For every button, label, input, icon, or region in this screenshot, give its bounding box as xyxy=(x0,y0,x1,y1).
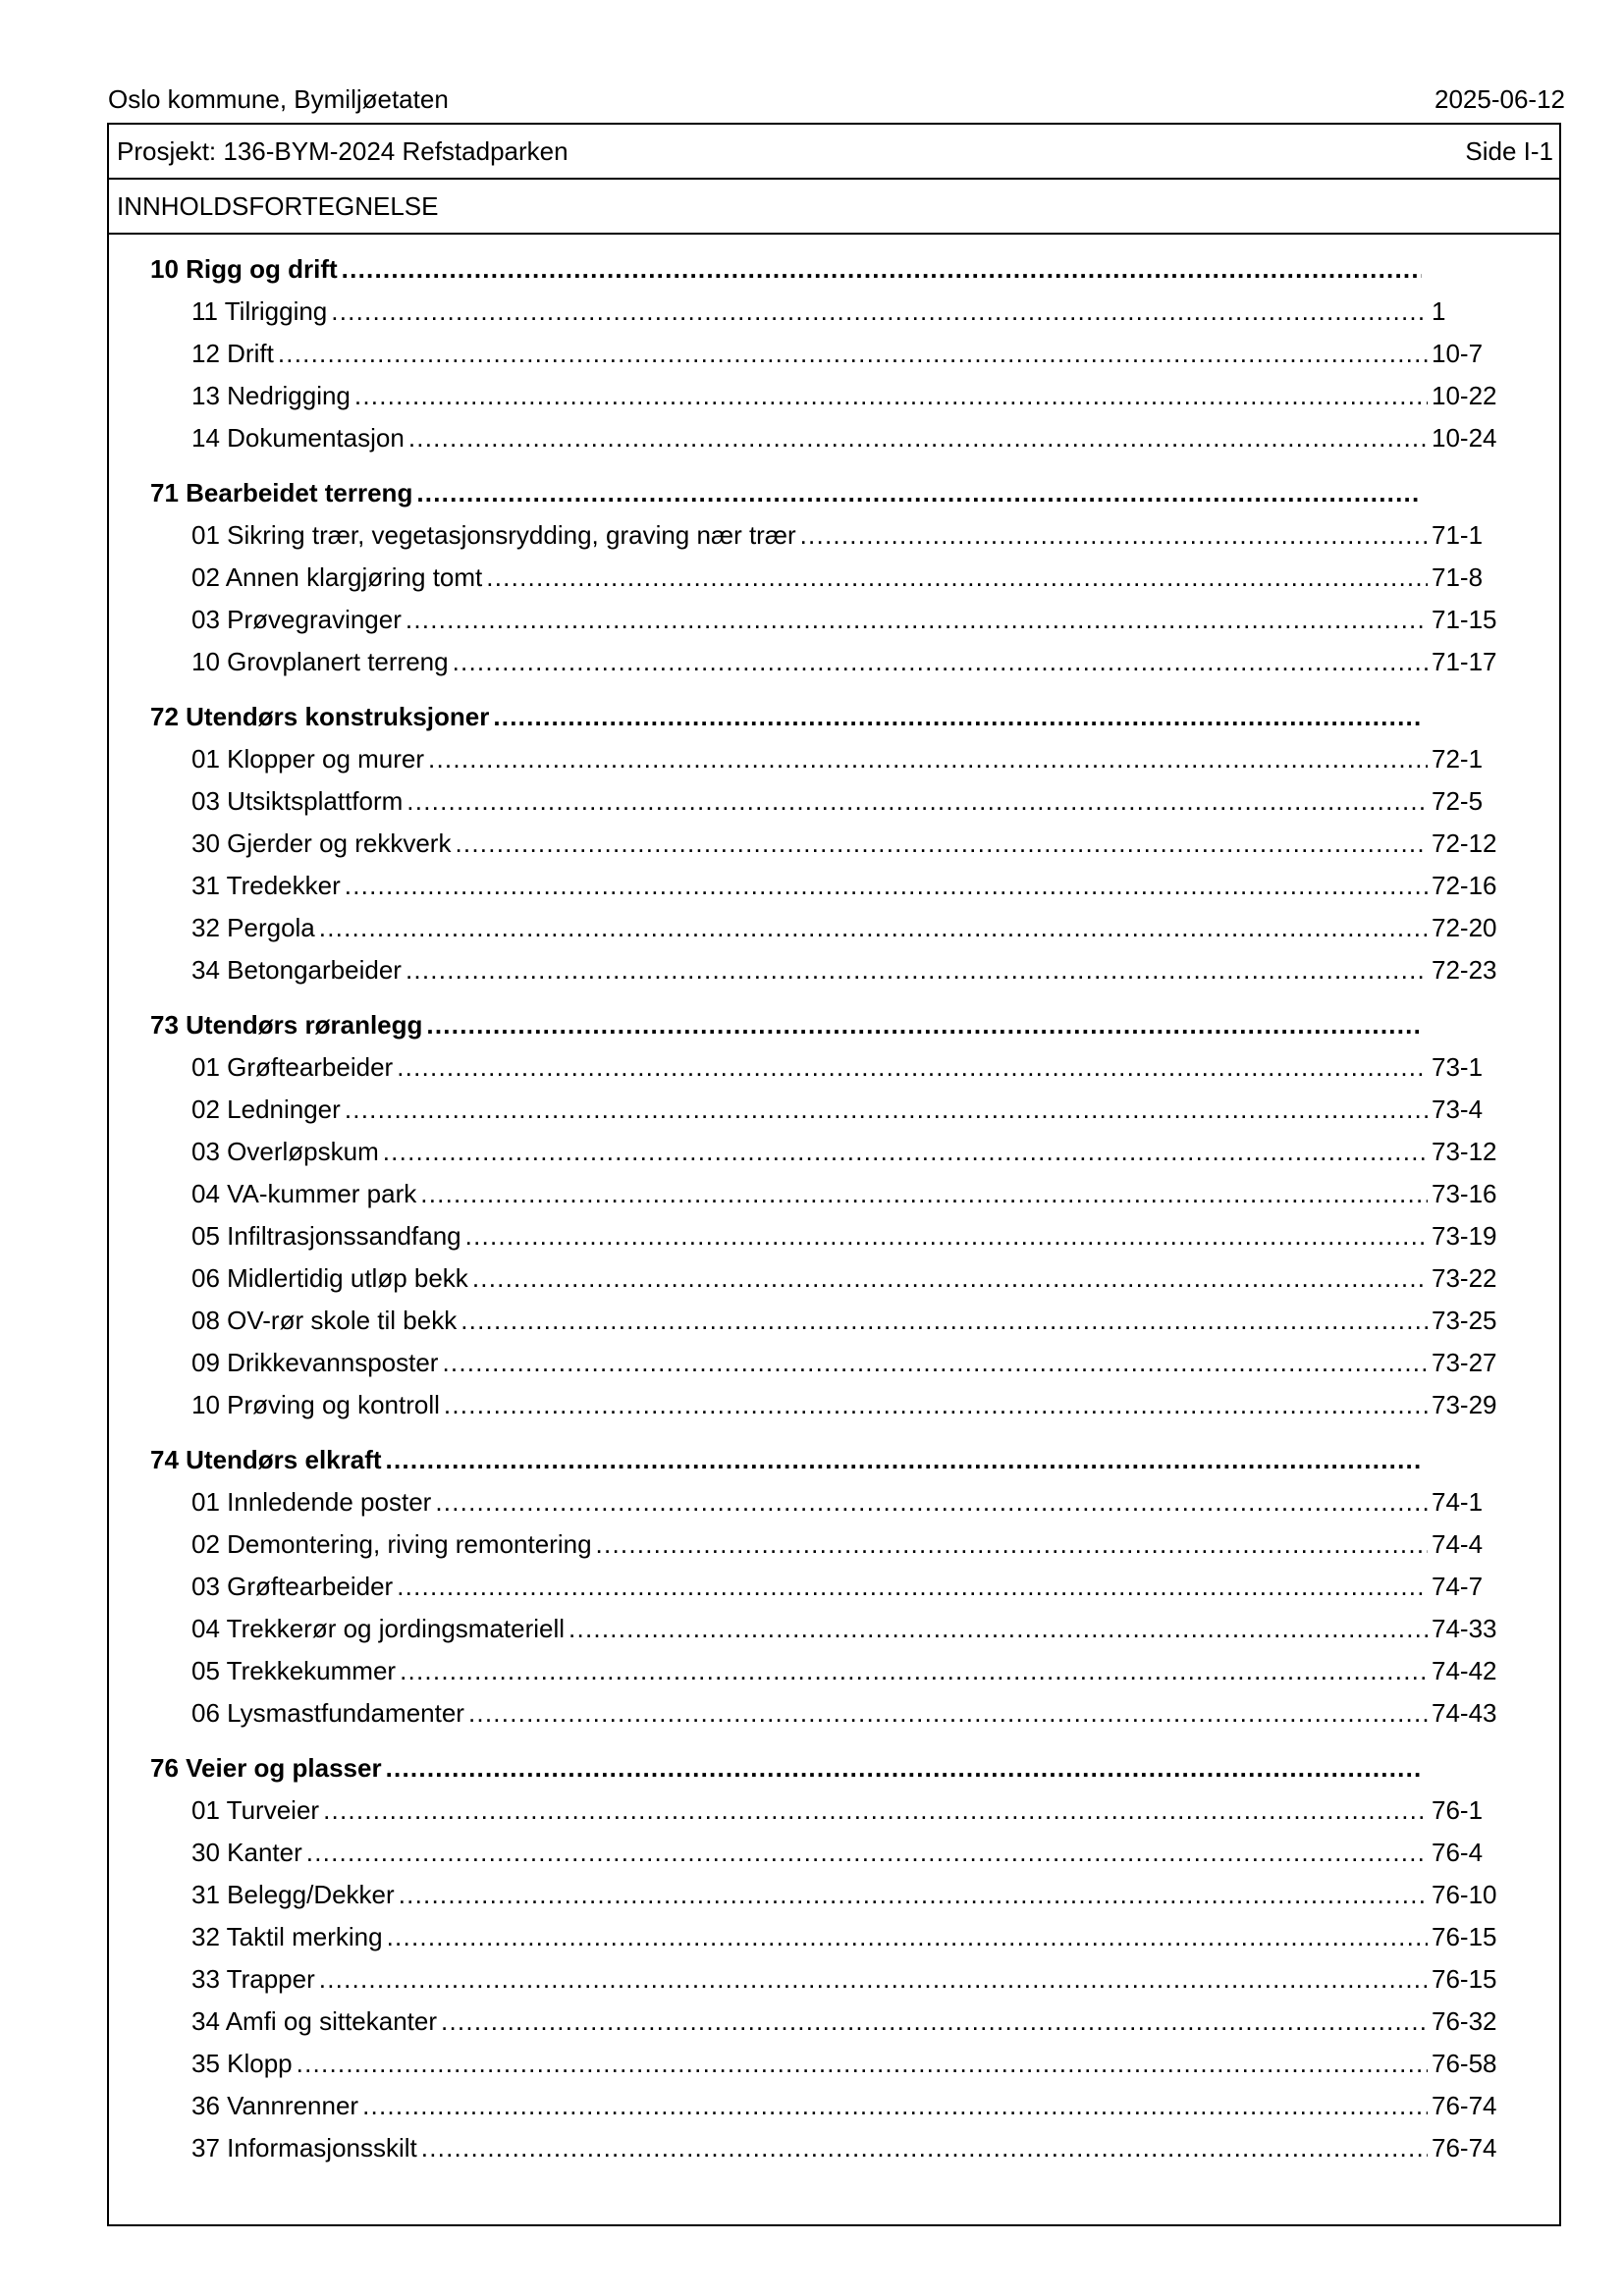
toc-chapter-title: 76 Veier og plasser xyxy=(150,1753,382,1783)
toc-leader-dots xyxy=(455,828,1428,859)
toc-entry[interactable] xyxy=(150,1306,1500,1348)
toc-entry-title: 31 Belegg/Dekker xyxy=(191,1880,395,1909)
toc-leader-dots xyxy=(428,744,1428,774)
toc-entry-page: 76-58 xyxy=(1432,2049,1497,2078)
toc-leader-dots xyxy=(354,381,1428,411)
toc-leader-dots xyxy=(486,562,1428,593)
section-title: INNHOLDSFORTEGNELSE xyxy=(117,190,439,221)
toc-leader-dots xyxy=(493,702,1422,732)
toc-entry[interactable] xyxy=(150,2049,1500,2091)
toc-entry-title: 04 VA-kummer park xyxy=(191,1179,417,1208)
toc-entry-page: 74-33 xyxy=(1432,1614,1497,1643)
toc-entry-title: 34 Betongarbeider xyxy=(191,955,402,985)
toc-entry-title: 14 Dokumentasjon xyxy=(191,423,405,453)
toc-entry-title: 10 Grovplanert terreng xyxy=(191,647,449,676)
toc-entry-title: 01 Grøftearbeider xyxy=(191,1052,394,1082)
toc-entry[interactable] xyxy=(150,828,1500,871)
toc-entry-title: 02 Demontering, riving remontering xyxy=(191,1529,592,1559)
toc-entry[interactable] xyxy=(150,381,1500,423)
page-number: Side I-1 xyxy=(1465,135,1553,166)
toc-leader-dots xyxy=(306,1838,1428,1868)
toc-entry[interactable] xyxy=(150,1137,1500,1179)
toc-leader-dots xyxy=(400,1656,1428,1686)
toc-entry-title: 10 Prøving og kontroll xyxy=(191,1390,440,1419)
toc-entry-title: 01 Sikring trær, vegetasjonsrydding, graving nær trær xyxy=(191,520,796,550)
project-title: Prosjekt: 136-BYM-2024 Refstadparken xyxy=(117,135,568,166)
toc-entry-page: 76-10 xyxy=(1432,1880,1497,1909)
toc-entry-page: 76-74 xyxy=(1432,2091,1497,2120)
toc-entry-title: 37 Informasjonsskilt xyxy=(191,2133,417,2163)
toc-leader-dots xyxy=(441,2006,1428,2037)
toc-entry-title: 03 Utsiktsplattform xyxy=(191,786,404,816)
toc-entry-page: 73-29 xyxy=(1432,1390,1497,1419)
toc-entry[interactable] xyxy=(150,1348,1500,1390)
toc-entry-title: 30 Kanter xyxy=(191,1838,302,1867)
toc-leader-dots xyxy=(345,1095,1428,1125)
toc-leader-dots xyxy=(323,1795,1428,1826)
toc-chapter-title: 10 Rigg og drift xyxy=(150,254,338,284)
toc-leader-dots xyxy=(444,1390,1428,1420)
toc-leader-dots xyxy=(362,2091,1428,2121)
toc-entry-title: 32 Pergola xyxy=(191,913,315,942)
page-header xyxy=(108,84,1565,115)
toc-entry[interactable] xyxy=(150,1880,1500,1922)
toc-entry-page: 10-7 xyxy=(1432,339,1484,368)
document-date: 2025-06-12 xyxy=(1435,84,1565,114)
toc-entry[interactable] xyxy=(150,1922,1500,1964)
toc-entry[interactable] xyxy=(150,1095,1500,1137)
toc-entry[interactable] xyxy=(150,1487,1500,1529)
toc-entry[interactable] xyxy=(150,423,1500,465)
organization-name: Oslo kommune, Bymiljøetaten xyxy=(108,84,449,114)
toc-entry-title: 13 Nedrigging xyxy=(191,381,351,410)
toc-leader-dots xyxy=(453,647,1428,677)
toc-entry-title: 11 Tilrigging xyxy=(191,296,328,326)
toc-leader-dots xyxy=(426,1010,1422,1041)
toc-entry[interactable] xyxy=(150,1614,1500,1656)
toc-entry[interactable] xyxy=(150,955,1500,997)
toc-leader-dots xyxy=(345,871,1428,901)
toc-leader-dots xyxy=(408,423,1428,454)
table-of-contents xyxy=(109,235,1559,2175)
toc-entry-page: 74-4 xyxy=(1432,1529,1484,1559)
toc-leader-dots xyxy=(472,1263,1428,1294)
toc-entry-title: 04 Trekkerør og jordingsmateriell xyxy=(191,1614,566,1643)
toc-entry-page: 76-15 xyxy=(1432,1922,1497,1951)
project-band xyxy=(109,125,1559,180)
toc-entry-title: 05 Trekkekummer xyxy=(191,1656,397,1685)
toc-entry-page: 76-15 xyxy=(1432,1964,1497,1994)
toc-chapter-heading[interactable] xyxy=(150,1753,1500,1795)
toc-leader-dots xyxy=(331,296,1428,327)
toc-entry[interactable] xyxy=(150,1390,1500,1432)
toc-leader-dots xyxy=(383,1137,1428,1167)
toc-entry[interactable] xyxy=(150,520,1500,562)
toc-chapter-heading[interactable] xyxy=(150,254,1500,296)
toc-entry-title: 01 Klopper og murer xyxy=(191,744,425,774)
toc-entry[interactable] xyxy=(150,1529,1500,1572)
toc-entry[interactable] xyxy=(150,786,1500,828)
toc-entry-title: 34 Amfi og sittekanter xyxy=(191,2006,438,2036)
toc-entry-page: 72-23 xyxy=(1432,955,1497,985)
toc-leader-dots xyxy=(342,254,1422,285)
toc-entry-page: 73-25 xyxy=(1432,1306,1497,1335)
toc-entry[interactable] xyxy=(150,339,1500,381)
toc-entry-page: 71-1 xyxy=(1432,520,1484,550)
toc-group xyxy=(150,254,1500,465)
toc-entry-title: 03 Prøvegravinger xyxy=(191,605,402,634)
toc-leader-dots xyxy=(596,1529,1428,1560)
toc-entry[interactable] xyxy=(150,1698,1500,1740)
toc-entry[interactable] xyxy=(150,1838,1500,1880)
toc-entry[interactable] xyxy=(150,2006,1500,2049)
toc-entry-page: 73-16 xyxy=(1432,1179,1497,1208)
toc-entry-title: 06 Lysmastfundamenter xyxy=(191,1698,464,1728)
toc-entry-page: 76-32 xyxy=(1432,2006,1497,2036)
toc-entry-page: 72-20 xyxy=(1432,913,1497,942)
toc-entry-page: 73-22 xyxy=(1432,1263,1497,1293)
toc-leader-dots xyxy=(416,478,1422,508)
toc-entry-page: 72-5 xyxy=(1432,786,1484,816)
toc-entry-title: 12 Drift xyxy=(191,339,274,368)
toc-entry-title: 31 Tredekker xyxy=(191,871,341,900)
toc-entry-title: 30 Gjerder og rekkverk xyxy=(191,828,452,858)
toc-entry-page: 76-74 xyxy=(1432,2133,1497,2163)
toc-entry[interactable] xyxy=(150,1221,1500,1263)
toc-entry[interactable] xyxy=(150,562,1500,605)
toc-entry-page: 72-1 xyxy=(1432,744,1484,774)
toc-chapter-heading[interactable] xyxy=(150,1010,1500,1052)
toc-chapter-title: 74 Utendørs elkraft xyxy=(150,1445,382,1474)
toc-entry-title: 35 Klopp xyxy=(191,2049,293,2078)
section-band xyxy=(109,180,1559,235)
toc-entry-title: 09 Drikkevannsposter xyxy=(191,1348,439,1377)
toc-entry-page: 72-12 xyxy=(1432,828,1497,858)
toc-entry[interactable] xyxy=(150,1964,1500,2006)
toc-group xyxy=(150,1445,1500,1740)
toc-leader-dots xyxy=(278,339,1428,369)
toc-entry[interactable] xyxy=(150,2091,1500,2133)
toc-entry-page: 10-24 xyxy=(1432,423,1497,453)
toc-entry-page: 73-27 xyxy=(1432,1348,1497,1377)
toc-entry-page: 71-15 xyxy=(1432,605,1497,634)
toc-entry[interactable] xyxy=(150,1656,1500,1698)
toc-entry[interactable] xyxy=(150,647,1500,689)
toc-entry-title: 36 Vannrenner xyxy=(191,2091,359,2120)
toc-entry[interactable] xyxy=(150,1572,1500,1614)
toc-group xyxy=(150,1010,1500,1432)
toc-group xyxy=(150,1753,1500,2175)
toc-group xyxy=(150,478,1500,689)
toc-leader-dots xyxy=(406,955,1428,986)
toc-entry-page: 73-1 xyxy=(1432,1052,1484,1082)
toc-entry-page: 76-1 xyxy=(1432,1795,1484,1825)
toc-leader-dots xyxy=(399,1880,1428,1910)
toc-leader-dots xyxy=(397,1052,1428,1083)
toc-entry[interactable] xyxy=(150,913,1500,955)
toc-leader-dots xyxy=(800,520,1428,551)
toc-entry-title: 06 Midlertidig utløp bekk xyxy=(191,1263,468,1293)
toc-entry-page: 1 xyxy=(1432,296,1446,326)
toc-leader-dots xyxy=(435,1487,1428,1518)
toc-entry-title: 03 Grøftearbeider xyxy=(191,1572,394,1601)
toc-leader-dots xyxy=(319,913,1428,943)
toc-entry-page: 74-7 xyxy=(1432,1572,1484,1601)
toc-entry-title: 01 Innledende poster xyxy=(191,1487,432,1517)
toc-chapter-heading[interactable] xyxy=(150,1445,1500,1487)
toc-group xyxy=(150,702,1500,997)
toc-leader-dots xyxy=(406,605,1428,635)
toc-entry-title: 05 Infiltrasjonssandfang xyxy=(191,1221,461,1251)
toc-chapter-title: 73 Utendørs røranlegg xyxy=(150,1010,423,1040)
toc-chapter-title: 71 Bearbeidet terreng xyxy=(150,478,413,507)
toc-entry-page: 76-4 xyxy=(1432,1838,1484,1867)
toc-entry-title: 08 OV-rør skole til bekk xyxy=(191,1306,458,1335)
toc-entry[interactable] xyxy=(150,296,1500,339)
toc-entry-title: 03 Overløpskum xyxy=(191,1137,379,1166)
toc-entry[interactable] xyxy=(150,1263,1500,1306)
toc-entry[interactable] xyxy=(150,605,1500,647)
toc-entry[interactable] xyxy=(150,744,1500,786)
toc-chapter-title: 72 Utendørs konstruksjoner xyxy=(150,702,490,731)
toc-leader-dots xyxy=(387,1922,1428,1952)
toc-entry-page: 71-8 xyxy=(1432,562,1484,592)
toc-leader-dots xyxy=(421,2133,1428,2163)
toc-entry[interactable] xyxy=(150,1179,1500,1221)
toc-entry[interactable] xyxy=(150,1052,1500,1095)
toc-entry-page: 73-4 xyxy=(1432,1095,1484,1124)
toc-leader-dots xyxy=(297,2049,1428,2079)
toc-chapter-heading[interactable] xyxy=(150,702,1500,744)
toc-leader-dots xyxy=(460,1306,1428,1336)
toc-leader-dots xyxy=(568,1614,1428,1644)
toc-leader-dots xyxy=(397,1572,1428,1602)
toc-leader-dots xyxy=(406,786,1428,817)
toc-leader-dots xyxy=(468,1698,1428,1729)
toc-entry-title: 33 Trapper xyxy=(191,1964,315,1994)
toc-leader-dots xyxy=(420,1179,1428,1209)
toc-entry-page: 74-43 xyxy=(1432,1698,1497,1728)
toc-leader-dots xyxy=(386,1445,1422,1475)
toc-leader-dots xyxy=(319,1964,1428,1995)
toc-entry[interactable] xyxy=(150,871,1500,913)
toc-leader-dots xyxy=(465,1221,1428,1252)
toc-entry-page: 10-22 xyxy=(1432,381,1497,410)
toc-entry-page: 71-17 xyxy=(1432,647,1497,676)
toc-entry-title: 02 Ledninger xyxy=(191,1095,341,1124)
toc-entry[interactable] xyxy=(150,2133,1500,2175)
toc-chapter-heading[interactable] xyxy=(150,478,1500,520)
toc-entry-page: 74-1 xyxy=(1432,1487,1484,1517)
toc-entry-page: 73-19 xyxy=(1432,1221,1497,1251)
toc-entry-page: 74-42 xyxy=(1432,1656,1497,1685)
toc-entry-title: 02 Annen klargjøring tomt xyxy=(191,562,483,592)
toc-entry-title: 32 Taktil merking xyxy=(191,1922,383,1951)
toc-leader-dots xyxy=(442,1348,1428,1378)
toc-leader-dots xyxy=(386,1753,1422,1784)
toc-entry-page: 72-16 xyxy=(1432,871,1497,900)
toc-entry-page: 73-12 xyxy=(1432,1137,1497,1166)
toc-entry-title: 01 Turveier xyxy=(191,1795,320,1825)
toc-entry[interactable] xyxy=(150,1795,1500,1838)
document-frame xyxy=(107,123,1561,2226)
